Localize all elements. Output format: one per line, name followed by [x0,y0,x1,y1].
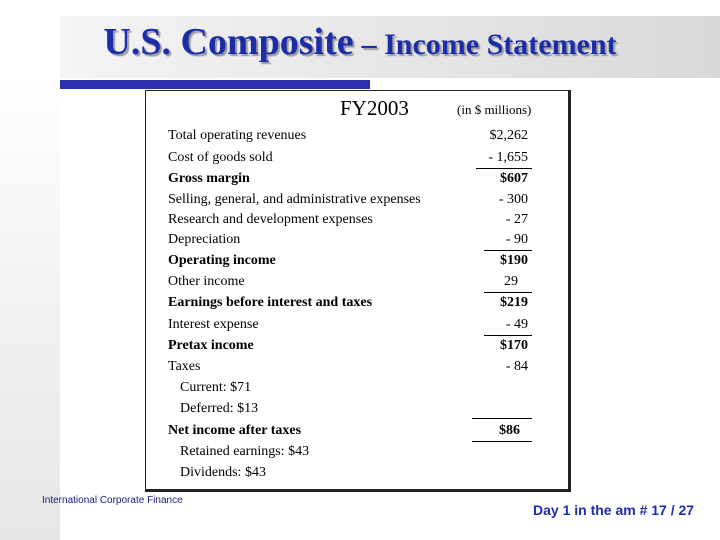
units-note: (in $ millions) [457,102,532,117]
row-label: Selling, general, and administrative expenses [168,192,421,207]
left-decor-bar [0,0,60,540]
statement-row-rd [168,209,528,230]
row-label: Research and development expenses [168,212,373,227]
row-label: Deferred: $13 [180,401,259,416]
row-label: Earnings before interest and taxes [168,295,373,310]
row-value: - 84 [505,359,528,374]
statement-row-revenues [168,125,528,146]
row-label: Depreciation [168,232,241,247]
row-value: $170 [500,338,528,353]
title-underline [60,80,370,89]
row-value: $2,262 [489,128,528,143]
row-label: Taxes [168,359,201,374]
statement-row-taxes-deferred [168,398,528,419]
row-label: Retained earnings: $43 [180,444,310,459]
slide-title [0,20,720,64]
row-label: Dividends: $43 [180,465,266,480]
row-label: Other income [168,274,245,289]
title-main: U.S. Composite [103,21,354,63]
row-label: Cost of goods sold [168,150,273,165]
statement-row-net-income [168,420,528,441]
row-label: Total operating revenues [168,128,307,143]
row-label: Interest expense [168,317,259,332]
statement-row-interest [168,314,528,335]
row-value: - 1,655 [488,150,528,165]
subtotal-rule [472,418,532,419]
statement-row-depreciation [168,229,528,250]
statement-row-retained-earnings [168,441,528,462]
statement-row-cogs [168,147,528,168]
statement-row-dividends [168,462,528,483]
footer-course-name: International Corporate Finance [42,495,183,506]
row-value: $86 [499,423,520,438]
row-value: - 300 [498,192,528,207]
statement-row-other-income [168,271,528,292]
statement-row-pretax-income [168,335,528,356]
row-value: - 90 [505,232,528,247]
title-sub: – Income Statement [361,28,617,61]
row-label: Gross margin [168,171,250,186]
row-value: 29 [504,274,518,289]
row-label: Operating income [168,253,276,268]
statement-row-taxes-current [168,377,528,398]
statement-row-sga [168,189,528,210]
row-label: Net income after taxes [168,423,302,438]
statement-row-gross-margin [168,168,528,189]
statement-row-operating-income [168,250,528,271]
row-value: - 49 [505,317,528,332]
statement-row-ebit [168,292,528,313]
row-value: $607 [500,171,528,186]
row-label: Pretax income [168,338,254,353]
statement-row-taxes [168,356,528,377]
row-value: - 27 [505,212,528,227]
footer-slide-number: Day 1 in the am # 17 / 27 [533,502,695,518]
row-value: $190 [500,253,528,268]
row-label: Current: $71 [180,380,252,395]
fiscal-year-heading: FY2003 [340,96,409,120]
row-value: $219 [500,295,528,310]
